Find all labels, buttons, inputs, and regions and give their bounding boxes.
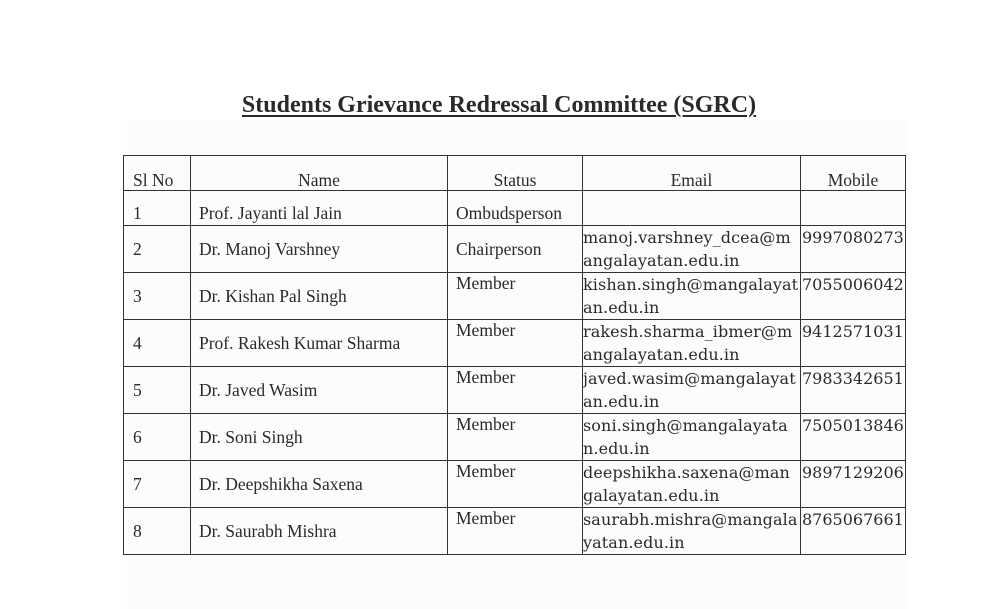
cell-status: Member — [448, 508, 583, 555]
cell-name: Dr. Manoj Varshney — [191, 226, 448, 273]
cell-email: soni.singh@mangalayatan.edu.in — [583, 414, 801, 461]
cell-mobile: 7983342651 — [801, 367, 906, 414]
cell-email: kishan.singh@mangalayatan.edu.in — [583, 273, 801, 320]
cell-status: Member — [448, 367, 583, 414]
table-row — [124, 367, 906, 414]
table-header-row — [124, 156, 906, 191]
cell-mobile: 9897129206 — [801, 461, 906, 508]
cell-name: Dr. Deepshikha Saxena — [191, 461, 448, 508]
cell-status: Chairperson — [448, 226, 583, 273]
header-sl-no: Sl No — [124, 156, 191, 191]
cell-mobile — [801, 191, 906, 226]
cell-sl-no: 4 — [124, 320, 191, 367]
header-mobile: Mobile — [801, 156, 906, 191]
cell-mobile: 9412571031 — [801, 320, 906, 367]
committee-table — [123, 155, 906, 555]
cell-mobile: 9997080273 — [801, 226, 906, 273]
cell-sl-no: 5 — [124, 367, 191, 414]
table-row — [124, 414, 906, 461]
cell-name: Dr. Soni Singh — [191, 414, 448, 461]
cell-email: saurabh.mishra@mangalayatan.edu.in — [583, 508, 801, 555]
cell-email: javed.wasim@mangalayatan.edu.in — [583, 367, 801, 414]
header-status: Status — [448, 156, 583, 191]
cell-status: Member — [448, 461, 583, 508]
cell-mobile: 7505013846 — [801, 414, 906, 461]
table-row — [124, 461, 906, 508]
cell-name: Dr. Saurabh Mishra — [191, 508, 448, 555]
cell-email: deepshikha.saxena@mangalayatan.edu.in — [583, 461, 801, 508]
cell-name: Prof. Jayanti lal Jain — [191, 191, 448, 226]
cell-mobile: 8765067661 — [801, 508, 906, 555]
cell-mobile: 7055006042 — [801, 273, 906, 320]
cell-email: rakesh.sharma_ibmer@mangalayatan.edu.in — [583, 320, 801, 367]
cell-name: Dr. Kishan Pal Singh — [191, 273, 448, 320]
cell-sl-no: 2 — [124, 226, 191, 273]
cell-sl-no: 6 — [124, 414, 191, 461]
table-row — [124, 226, 906, 273]
cell-name: Dr. Javed Wasim — [191, 367, 448, 414]
cell-sl-no: 3 — [124, 273, 191, 320]
cell-sl-no: 8 — [124, 508, 191, 555]
cell-sl-no: 7 — [124, 461, 191, 508]
header-email: Email — [583, 156, 801, 191]
cell-status: Member — [448, 273, 583, 320]
cell-status: Member — [448, 414, 583, 461]
cell-email — [583, 191, 801, 226]
table-row — [124, 508, 906, 555]
cell-email: manoj.varshney_dcea@mangalayatan.edu.in — [583, 226, 801, 273]
table-row — [124, 273, 906, 320]
cell-status: Ombudsperson — [448, 191, 583, 226]
cell-name: Prof. Rakesh Kumar Sharma — [191, 320, 448, 367]
document-title: Students Grievance Redressal Committee (SGRC) — [241, 92, 757, 118]
table-row — [124, 320, 906, 367]
cell-status: Member — [448, 320, 583, 367]
table-row — [124, 191, 906, 226]
cell-sl-no: 1 — [124, 191, 191, 226]
header-name: Name — [191, 156, 448, 191]
